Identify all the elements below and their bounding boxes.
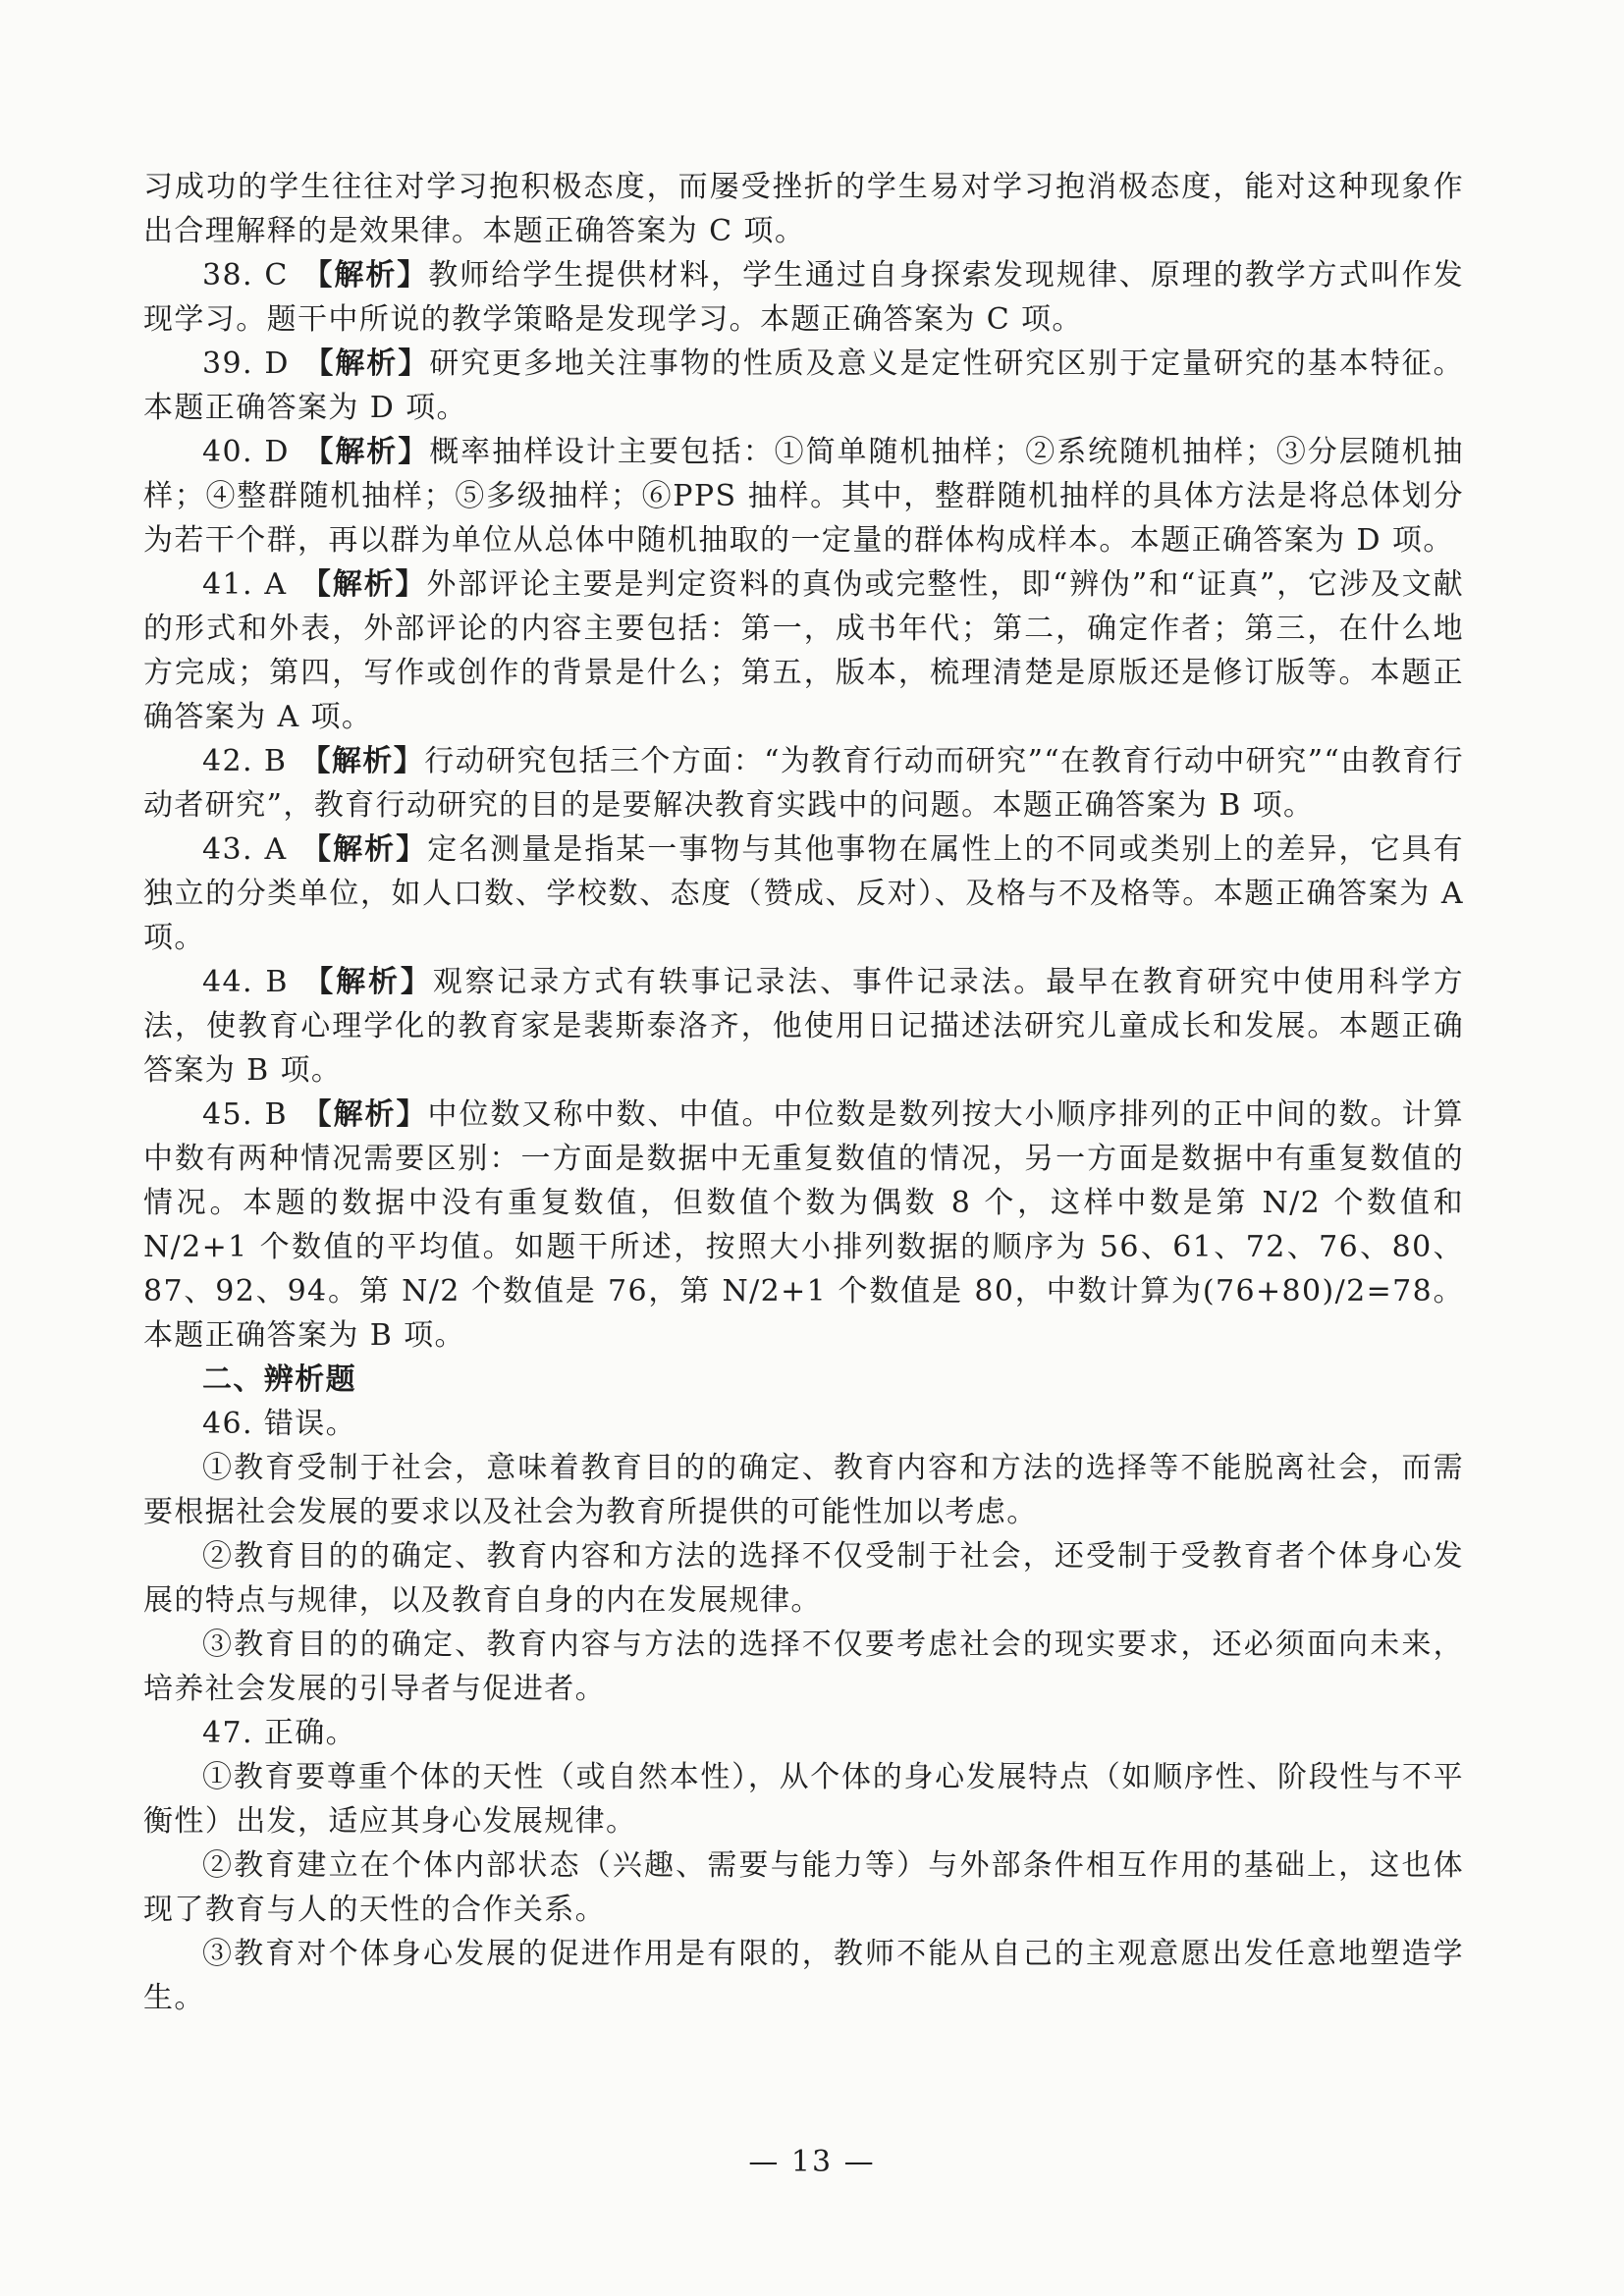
answer-46-point-3: ③教育目的的确定、教育内容与方法的选择不仅要考虑社会的现实要求，还必须面向未来，培养社会发展的引导者与促进者。 <box>143 1628 1464 1706</box>
paragraph: 习成功的学生往往对学习抱积极态度，而屡受挫折的学生易对学习抱消极态度，能对这种现象作出合理解释的是效果律。本题正确答案为 C 项。 <box>143 170 1464 248</box>
answer-42: 42. B 【解析】行动研究包括三个方面：“为教育行动而研究”“在教育行动中研究”“由教育行动者研究”，教育行动研究的目的是要解决教育实践中的问题。本题正确答案为 B 项。 <box>143 744 1464 823</box>
answer-40: 40. D 【解析】概率抽样设计主要包括：①简单随机抽样；②系统随机抽样；③分层随机抽样；④整群随机抽样；⑤多级抽样；⑥PPS 抽样。其中，整群随机抽样的具体方法是将总体划分为若干个群，再以群为单位从总体中随机抽取的一定量的群体构成样本。本题正确答案为 D 项。 <box>143 435 1464 558</box>
answer-45: 45. B 【解析】中位数又称中数、中值。中位数是数列按大小顺序排列的正中间的数。计算中数有两种情况需要区别：一方面是数据中无重复数值的情况，另一方面是数据中有重复数值的情况。本题的数据中没有重复数值，但数值个数为偶数 8 个，这样中数是第 N/2 个数值和 N/2+1 个数值的平均值。如题干所述，按照大小排列数据的顺序为 56、61、72、76、80、87、92、94。第 N/2 个数值是 76，第 N/2+1 个数值是 80，中数计算为(76+80)/2=78。本题正确答案为 B 项。 <box>143 1097 1465 1353</box>
answer-47-verdict: 47. 正确。 <box>202 1716 357 1750</box>
answer-46-point-1: ①教育受制于社会，意味着教育目的的确定、教育内容和方法的选择等不能脱离社会，而需要根据社会发展的要求以及社会为教育所提供的可能性加以考虑。 <box>143 1451 1464 1529</box>
answer-46-verdict: 46. 错误。 <box>202 1407 357 1441</box>
page-number: — 13 — <box>748 2145 876 2179</box>
section-heading: 二、辨析题 <box>202 1362 356 1397</box>
document-body <box>143 165 1464 2020</box>
answer-39: 39. D 【解析】研究更多地关注事物的性质及意义是定性研究区别于定量研究的基本特征。本题正确答案为 D 项。 <box>143 347 1464 425</box>
answer-43: 43. A 【解析】定名测量是指某一事物与其他事物在属性上的不同或类别上的差异，它具有独立的分类单位，如人口数、学校数、态度（赞成、反对）、及格与不及格等。本题正确答案为 A 项。 <box>143 832 1464 955</box>
answer-41: 41. A 【解析】外部评论主要是判定资料的真伪或完整性，即“辨伪”和“证真”，它涉及文献的形式和外表，外部评论的内容主要包括：第一，成书年代；第二，确定作者；第三，在什么地方完成；第四，写作或创作的背景是什么；第五，版本，梳理清楚是原版还是修订版等。本题正确答案为 A 项。 <box>143 567 1464 734</box>
answer-44: 44. B 【解析】观察记录方式有轶事记录法、事件记录法。最早在教育研究中使用科学方法，使教育心理学化的教育家是裴斯泰洛齐，他使用日记描述法研究儿童成长和发展。本题正确答案为 B 项。 <box>143 965 1464 1088</box>
answer-47-point-3: ③教育对个体身心发展的促进作用是有限的，教师不能从自己的主观意愿出发任意地塑造学生。 <box>143 1937 1464 2015</box>
answer-38: 38. C 【解析】教师给学生提供材料，学生通过自身探索发现规律、原理的教学方式叫作发现学习。题干中所说的教学策略是发现学习。本题正确答案为 C 项。 <box>143 258 1464 337</box>
answer-47-point-1: ①教育要尊重个体的天性（或自然本性），从个体的身心发展特点（如顺序性、阶段性与不平衡性）出发，适应其身心发展规律。 <box>143 1760 1464 1839</box>
answer-47-point-2: ②教育建立在个体内部状态（兴趣、需要与能力等）与外部条件相互作用的基础上，这也体现了教育与人的天性的合作关系。 <box>143 1848 1464 1927</box>
answer-46-point-2: ②教育目的的确定、教育内容和方法的选择不仅受制于社会，还受制于受教育者个体身心发展的特点与规律，以及教育自身的内在发展规律。 <box>143 1539 1464 1618</box>
